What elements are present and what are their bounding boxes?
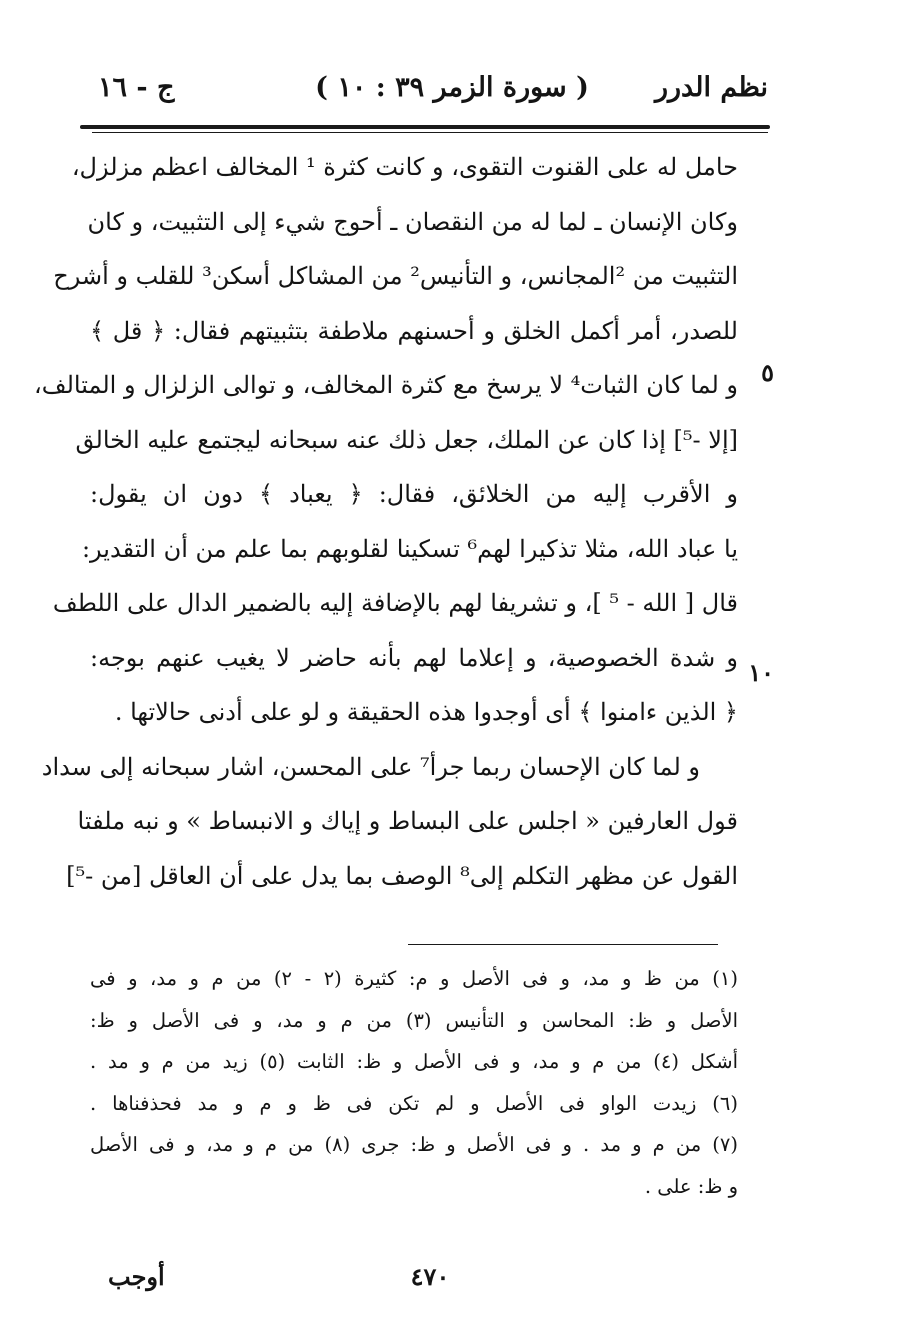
text-line: حامل له على القنوت التقوى، و كانت كثرة ¹ المخالف اعظم مزلزل، [71,153,738,181]
catchword: أوجب [108,1262,165,1291]
text-line: وكان الإنسان ـ لما له من النقصان ـ أحوج شيء إلى التثبيت، و كان [87,207,738,236]
text-line: ﴿ الذين ءامنوا ﴾ أى أوجدوا هذه الحقيقة و لو على أدنى حالاتها . [114,698,738,726]
book-title: نظم الدرر [654,72,768,103]
text-line: و لما كان الإحسان ربما جرأ⁷ على المحسن، اشار سبحانه إلى سداد [41,752,700,781]
surah-reference: ( سورة الزمر ٣٩ : ١٠ ) [315,72,589,103]
running-header [80,72,768,122]
footnote-line: (١) من ظ و مد، و فى الأصل و م: كثيرة (٢ - ٢) من م و مد، و فى [90,967,738,990]
text-line: التثبيت من ²المجانس، و التأنيس² من المشاكل أسكن³ للقلب و أشرح [53,262,738,290]
text-line: قول العارفين « اجلس على البساط و إياك و الانبساط » و نبه ملفتا [77,807,738,835]
text-line: يا عباد الله، مثلا تذكيرا لهم⁶ تسكينا لقلوبهم بما علم من أن التقدير: [81,534,738,563]
text-line: القول عن مظهر التكلم إلى⁸ الوصف بما يدل على أن العاقل [من -⁵] [66,861,738,890]
text-line: للصدر، أمر أكمل الخلق و أحسنهم ملاطفة بتثبيتهم فقال: ﴿ قل ﴾ [90,316,738,345]
main-text [34,140,738,903]
footnote-line: أشكل (٤) من م و مد، و فى الأصل و ظ: الثابت (٥) زيد من م و مد . [90,1050,738,1073]
footnote-line: و ظ: على . [644,1174,738,1198]
header-rule [80,125,770,129]
page-number: ٤٧٠ [410,1262,450,1291]
text-line: و الأقرب إليه من الخلائق، فقال: ﴿ يعباد ﴾ دون ان يقول: [90,480,738,508]
footnotes [90,958,738,1207]
text-line: قال [ الله - ⁵ ]، و تشريفا لهم بالإضافة إليه بالضمير الدال على اللطف [52,589,738,617]
footnote-rule [408,944,718,945]
footnote-line: (٧) من م و مد . و فى الأصل و ظ: جرى (٨) من م و مد، و فى الأصل [90,1133,738,1156]
footnote-line: (٦) زيدت الواو فى الأصل و لم تكن فى ظ و م و مد فحذفناها . [90,1091,738,1115]
header-rule-thin [92,132,768,133]
volume-number: ج - ١٦ [98,72,175,103]
text-line: و شدة الخصوصية، و إعلاما لهم بأنه حاضر لا يغيب عنهم بوجه: [90,643,738,672]
margin-line-number-10: ١٠ [748,658,774,687]
margin-line-number-5: ٥ [761,358,774,387]
text-line: [إلا -⁵] إذا كان عن الملك، جعل ذلك عنه سبحانه ليجتمع عليه الخالق [75,425,738,454]
footnote-line: الأصل و ظ: المحاسن و التأنيس (٣) من م و مد، و فى الأصل و ظ: [90,1008,738,1032]
text-line: و لما كان الثبات⁴ لا يرسخ مع كثرة المخالف، و توالى الزلزال و المتالف، [34,371,738,399]
